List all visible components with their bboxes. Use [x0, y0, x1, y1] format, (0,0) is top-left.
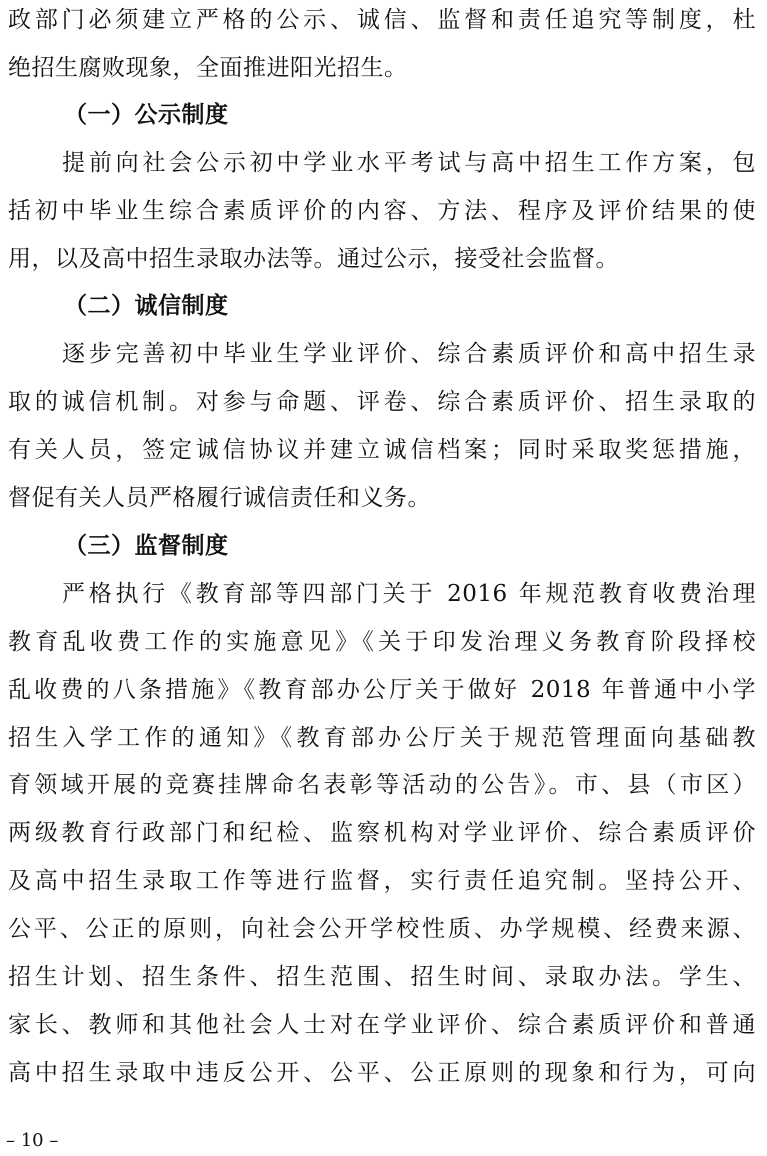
paragraph-line: 招生入学工作的通知》《教育部办公厅关于规范管理面向基础教 [8, 725, 756, 751]
paragraph-line: 及高中招生录取工作等进行监督，实行责任追究制。坚持公开、 [8, 868, 756, 894]
paragraph-line: 育领域开展的竞赛挂牌命名表彰等活动的公告》。市、县（市区） [8, 772, 756, 798]
paragraph-line: 逐步完善初中毕业生学业评价、综合素质评价和高中招生录 [62, 341, 756, 367]
paragraph-line: 家长、教师和其他社会人士对在学业评价、综合素质评价和普通 [8, 1012, 756, 1038]
paragraph-line: 高中招生录取中违反公开、公平、公正原则的现象和行为，可向 [8, 1060, 756, 1086]
paragraph-line: 提前向社会公示初中学业水平考试与高中招生工作方案，包 [62, 150, 756, 176]
paragraph-line: 严格执行《教育部等四部门关于 2016 年规范教育收费治理 [62, 581, 756, 607]
section-heading-publicity: （一）公示制度 [64, 102, 229, 128]
paragraph-line: 用，以及高中招生录取办法等。通过公示，接受社会监督。 [8, 246, 619, 272]
paragraph-line: 政部门必须建立严格的公示、诚信、监督和责任追究等制度，杜 [8, 7, 756, 33]
paragraph-line: 教育乱收费工作的实施意见》《关于印发治理义务教育阶段择校 [8, 629, 756, 655]
paragraph-line: 绝招生腐败现象，全面推进阳光招生。 [8, 55, 408, 81]
paragraph-line: 招生计划、招生条件、招生范围、招生时间、录取办法。学生、 [8, 964, 756, 990]
section-heading-supervision: （三）监督制度 [64, 533, 229, 559]
page-number: – 10 – [6, 1130, 59, 1151]
section-heading-integrity: （二）诚信制度 [64, 293, 229, 319]
paragraph-line: 公平、公正的原则，向社会公开学校性质、办学规模、经费来源、 [8, 916, 756, 942]
paragraph-line: 括初中毕业生综合素质评价的内容、方法、程序及评价结果的使 [8, 198, 756, 224]
paragraph-line: 两级教育行政部门和纪检、监察机构对学业评价、综合素质评价 [8, 820, 756, 846]
paragraph-line: 取的诚信机制。对参与命题、评卷、综合素质评价、招生录取的 [8, 389, 756, 415]
paragraph-line: 督促有关人员严格履行诚信责任和义务。 [8, 485, 431, 511]
paragraph-line: 有关人员，签定诚信协议并建立诚信档案；同时采取奖惩措施， [8, 437, 756, 463]
paragraph-line: 乱收费的八条措施》《教育部办公厅关于做好 2018 年普通中小学 [8, 677, 756, 703]
